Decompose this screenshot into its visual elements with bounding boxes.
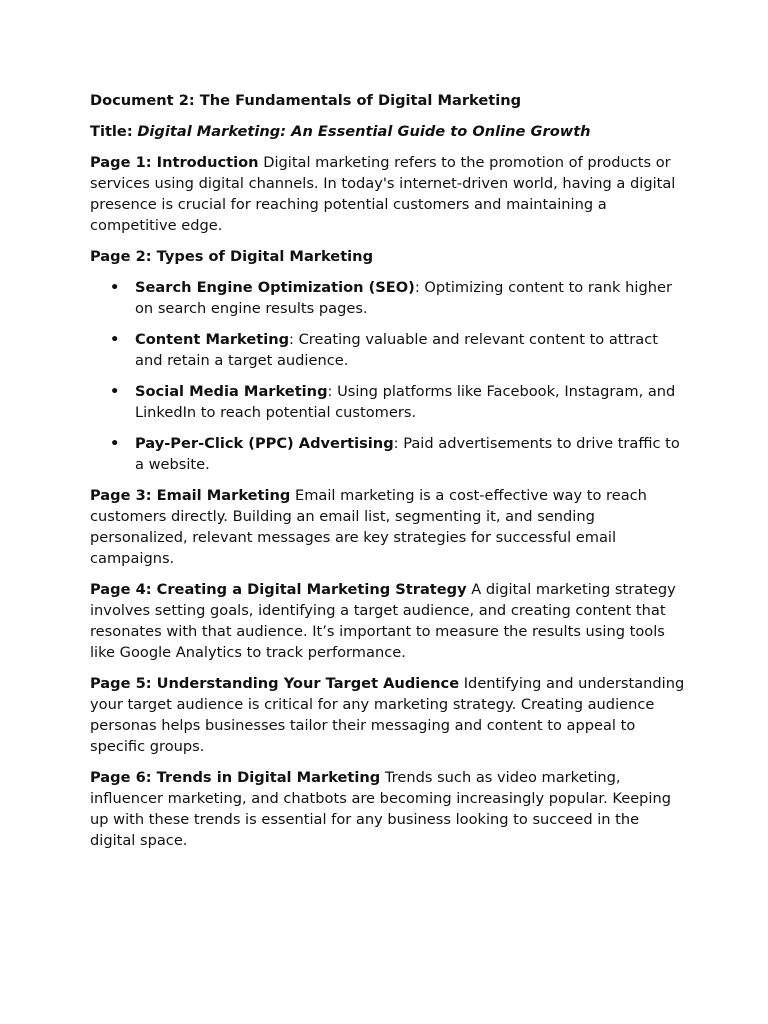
list-item-term: Content Marketing	[135, 331, 290, 348]
bullet-icon: •	[110, 435, 120, 452]
list-item-description: : Optimizing content to rank higher on search engine results pages.	[135, 279, 672, 317]
list-item	[90, 381, 688, 423]
document-page	[90, 90, 688, 861]
list-item-term: Search Engine Optimization (SEO)	[135, 279, 415, 296]
section-body: Email marketing is a cost-effective way to reach customers directly. Building an email list, segmenting it, and sending personalized, relevant messages are key strategies for successful email campaigns.	[90, 487, 647, 567]
bullet-icon: •	[110, 383, 120, 400]
title-label: Title:	[90, 123, 133, 140]
section-page-2-heading: Page 2: Types of Digital Marketing	[90, 248, 374, 265]
list-item	[90, 433, 688, 475]
section-page-5	[90, 673, 688, 757]
list-item	[90, 329, 688, 371]
list-item	[90, 277, 688, 319]
section-heading: Page 5: Understanding Your Target Audience	[90, 675, 460, 692]
section-body: Trends such as video marketing, influencer marketing, and chatbots are becoming increasingly popular. Keeping up with these trends is essential for any business looking to succeed in the digital space.	[90, 769, 671, 849]
list-item-term: Social Media Marketing	[135, 383, 328, 400]
section-page-3	[90, 485, 688, 569]
section-body: Digital marketing refers to the promotion of products or services using digital channels. In today's internet-driven world, having a digital presence is crucial for reaching potential customers and maintaining a competitive edge.	[90, 154, 676, 234]
section-page-4	[90, 579, 688, 663]
list-item-description: : Using platforms like Facebook, Instagram, and LinkedIn to reach potential customers.	[135, 383, 676, 421]
types-list	[90, 277, 688, 475]
section-heading: Page 1: Introduction	[90, 154, 259, 171]
list-item-term: Pay-Per-Click (PPC) Advertising	[135, 435, 394, 452]
section-heading: Page 4: Creating a Digital Marketing Strategy	[90, 581, 467, 598]
bullet-icon: •	[110, 331, 120, 348]
section-body: Identifying and understanding your target audience is critical for any marketing strategy. Creating audience personas helps businesses tailor their messaging and content to appeal to specific groups.	[90, 675, 685, 755]
bullet-icon: •	[110, 279, 120, 296]
section-heading: Page 3: Email Marketing	[90, 487, 291, 504]
list-item-description: : Creating valuable and relevant content to attract and retain a target audience.	[135, 331, 658, 369]
section-heading: Page 6: Trends in Digital Marketing	[90, 769, 381, 786]
document-title	[90, 121, 688, 142]
title-text: Digital Marketing: An Essential Guide to Online Growth	[137, 123, 591, 140]
document-header: Document 2: The Fundamentals of Digital Marketing	[90, 92, 522, 109]
section-page-6	[90, 767, 688, 851]
list-item-description: : Paid advertisements to drive traffic to a website.	[135, 435, 680, 473]
section-body: A digital marketing strategy involves setting goals, identifying a target audience, and creating content that resonates with that audience. It’s important to measure the results using tools like Google Analytics to track performance.	[90, 581, 676, 661]
section-page-1	[90, 152, 688, 236]
